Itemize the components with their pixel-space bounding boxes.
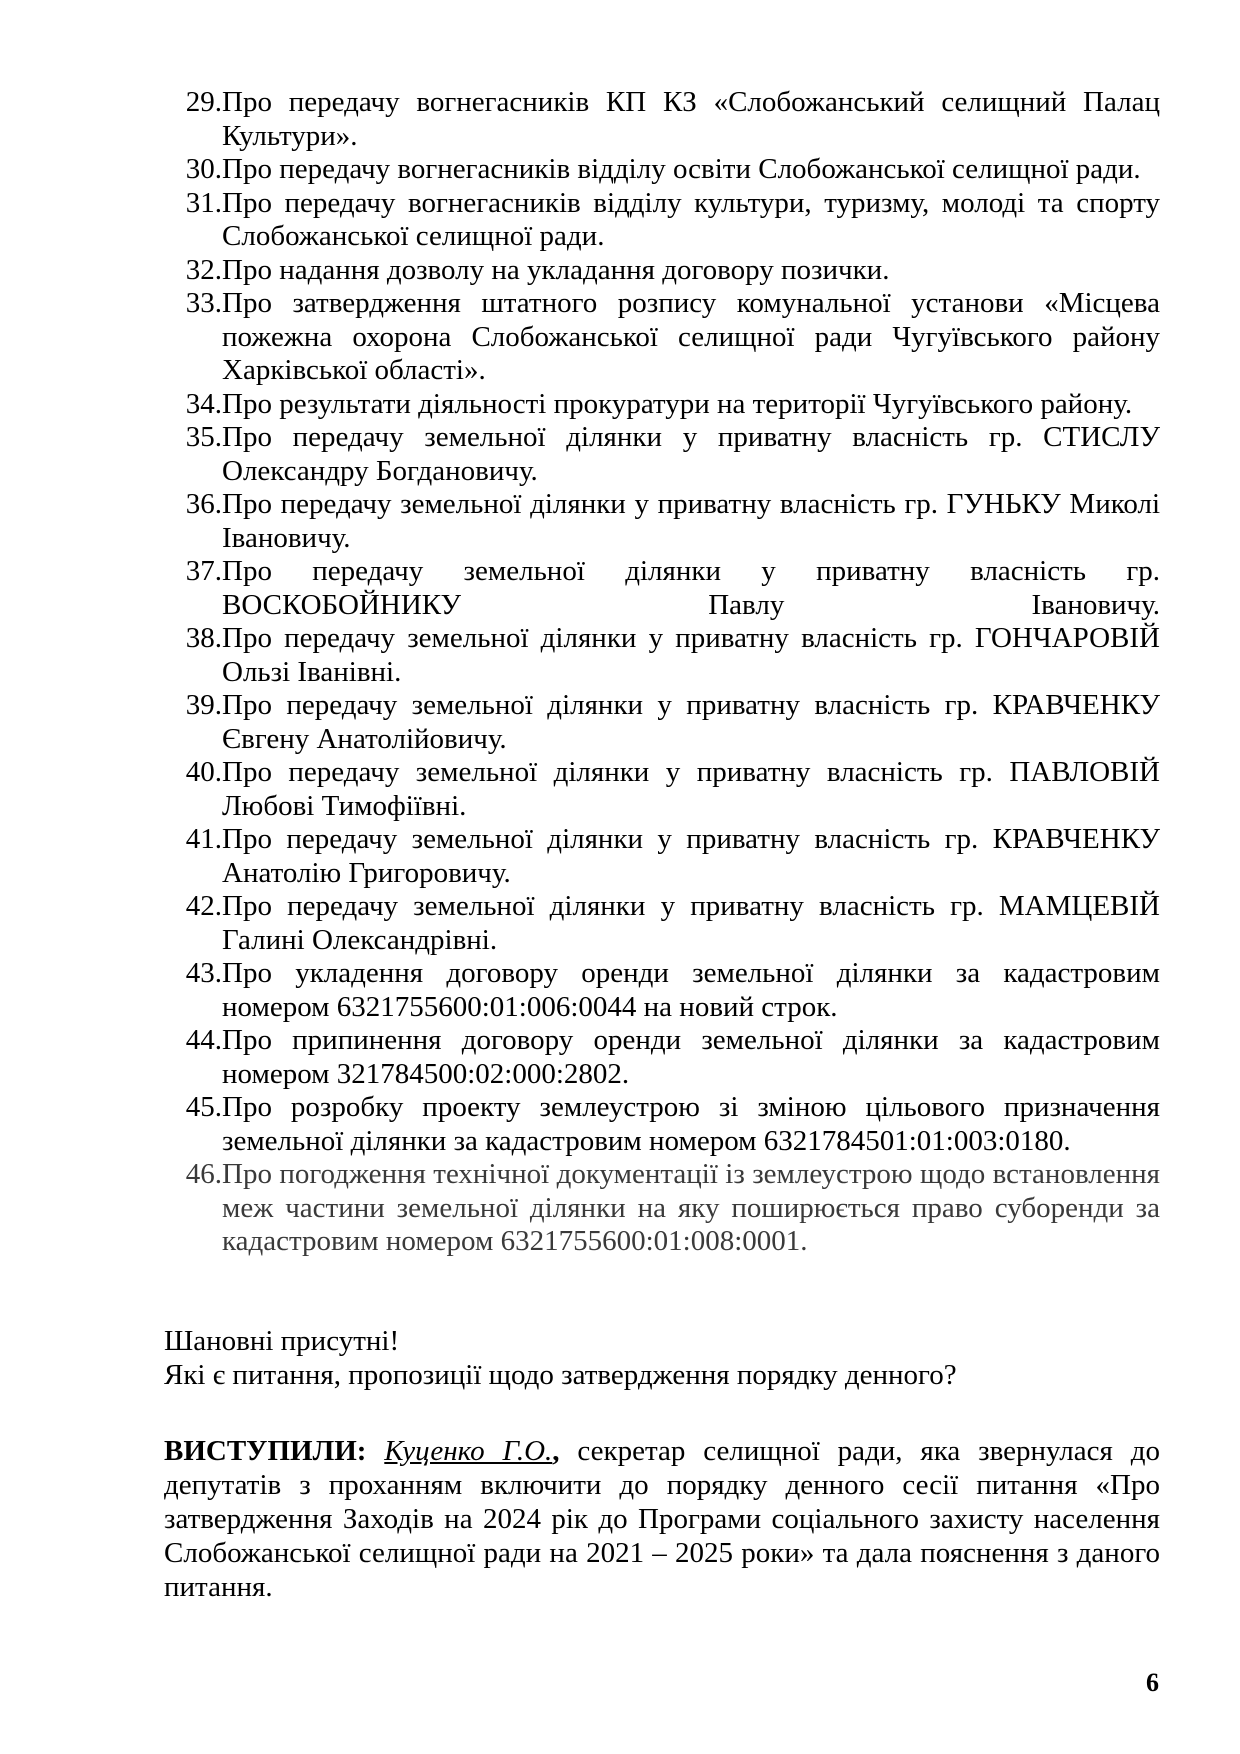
list-item: [160, 254, 1160, 288]
item-number: 40.: [185, 756, 222, 788]
question-line: Які є питання, пропозиції щодо затвердження порядку денного?: [164, 1359, 957, 1391]
item-text: Про передачу вогнегасників відділу освіти Слобожанської селищної ради.: [222, 153, 1141, 185]
item-text: Про передачу вогнегасників відділу культури, туризму, молоді та спорту Слобожанської селищної ради.: [222, 186, 1160, 252]
item-text: Про розробку проекту землеустрою зі зміною цільового призначення земельної ділянки за кадастровим номером 6321784501:01:003:0180.: [222, 1091, 1160, 1157]
list-item: [160, 823, 1160, 890]
item-number: 31.: [185, 186, 222, 219]
item-number: 35.: [185, 421, 222, 453]
list-item: [160, 555, 1160, 622]
item-number: 30.: [185, 153, 222, 185]
list-item: [160, 689, 1160, 756]
list-item: [160, 890, 1160, 957]
list-item: [160, 287, 1160, 388]
item-number: 44.: [185, 1024, 222, 1056]
speakers-label: ВИСТУПИЛИ: [164, 1435, 357, 1467]
item-text: Про передачу земельної ділянки у приватну власність гр. МАМЦЕВІЙ Галині Олександрівні.: [222, 890, 1160, 956]
list-item: [160, 421, 1160, 488]
item-text: Про передачу вогнегасників КП КЗ «Слобожанський селищний Палац Культури».: [222, 86, 1160, 152]
item-text: Про передачу земельної ділянки у приватну власність гр. ГУНЬКУ Миколі Івановичу.: [222, 488, 1160, 554]
item-text: Про затвердження штатного розпису комунальної установи «Місцева пожежна охорона Слобожанської селищної ради Чугуївського району Харківської області».: [222, 287, 1160, 386]
greeting-line: Шановні присутні!: [164, 1325, 400, 1357]
item-number: 39.: [185, 689, 222, 721]
list-item: [160, 957, 1160, 1024]
list-item: [160, 388, 1160, 422]
item-text: Про укладення договору оренди земельної ділянки за кадастровим номером 6321755600:01:006:0044 на новий строк.: [222, 957, 1160, 1023]
item-text: Про передачу земельної ділянки у приватну власність гр. КРАВЧЕНКУ Анатолію Григоровичу.: [222, 823, 1160, 889]
item-text: Про погодження технічної документації із землеустрою щодо встановлення меж частини земельної ділянки на яку поширюється право суборенди за кадастровим номером 6321755600:01:008:0001.: [222, 1158, 1160, 1257]
agenda-list: [160, 86, 1160, 1259]
list-item: [160, 187, 1160, 254]
speaker-comma: ,: [552, 1435, 560, 1467]
item-number: 34.: [185, 387, 222, 420]
item-text: Про передачу земельної ділянки у приватну власність гр. ПАВЛОВІЙ Любові Тимофіївні.: [222, 756, 1160, 822]
list-item: [160, 1091, 1160, 1158]
item-text: Про передачу земельної ділянки у приватну власність гр. ГОНЧАРОВІЙ Ользі Іванівні.: [222, 622, 1160, 688]
list-item: [160, 488, 1160, 555]
item-number: 41.: [185, 823, 222, 855]
item-number: 46.: [185, 1158, 222, 1190]
greeting-block: [164, 1324, 1164, 1392]
list-item: [160, 1158, 1160, 1259]
item-text: Про передачу земельної ділянки у приватну власність гр. СТИСЛУ Олександру Богдановичу.: [222, 421, 1160, 487]
item-number: 45.: [185, 1091, 222, 1123]
item-number: 32.: [185, 253, 222, 286]
item-number: 29.: [185, 86, 222, 118]
item-text: Про передачу земельної ділянки у приватну власність гр. КРАВЧЕНКУ Євгену Анатолійовичу.: [222, 689, 1160, 755]
item-number: 38.: [185, 622, 222, 654]
list-item: [160, 1024, 1160, 1091]
label-colon: :: [356, 1435, 385, 1467]
item-text: Про результати діяльності прокуратури на території Чугуївського району.: [222, 387, 1133, 420]
item-text: Про передачу земельної ділянки у приватну власність гр. ВОСКОБОЙНИКУ Павлу Івановичу.: [222, 555, 1160, 621]
item-number: 43.: [185, 957, 222, 989]
item-number: 37.: [185, 555, 222, 587]
item-number: 42.: [185, 890, 222, 922]
list-item: [160, 153, 1160, 187]
item-number: 33.: [185, 287, 222, 319]
speech-paragraph: [164, 1434, 1160, 1604]
item-text: Про надання дозволу на укладання договору позички.: [222, 253, 890, 286]
item-number: 36.: [185, 488, 222, 520]
list-item: [160, 622, 1160, 689]
page-number: 6: [1146, 1668, 1159, 1697]
item-text: Про припинення договору оренди земельної ділянки за кадастровим номером 321784500:02:000:2802.: [222, 1024, 1160, 1090]
speech-text: секретар селищної ради, яка звернулася до депутатів з проханням включити до порядку денного сесії питання «Про затвердження Заходів на 2024 рік до Програми соціального захисту населення Слобожанської селищної ради на 2021 – 2025 роки» та дала пояснення з даного питання.: [164, 1435, 1160, 1603]
speaker-name: Куценко Г.О.: [384, 1435, 553, 1467]
list-item: [160, 86, 1160, 153]
list-item: [160, 756, 1160, 823]
